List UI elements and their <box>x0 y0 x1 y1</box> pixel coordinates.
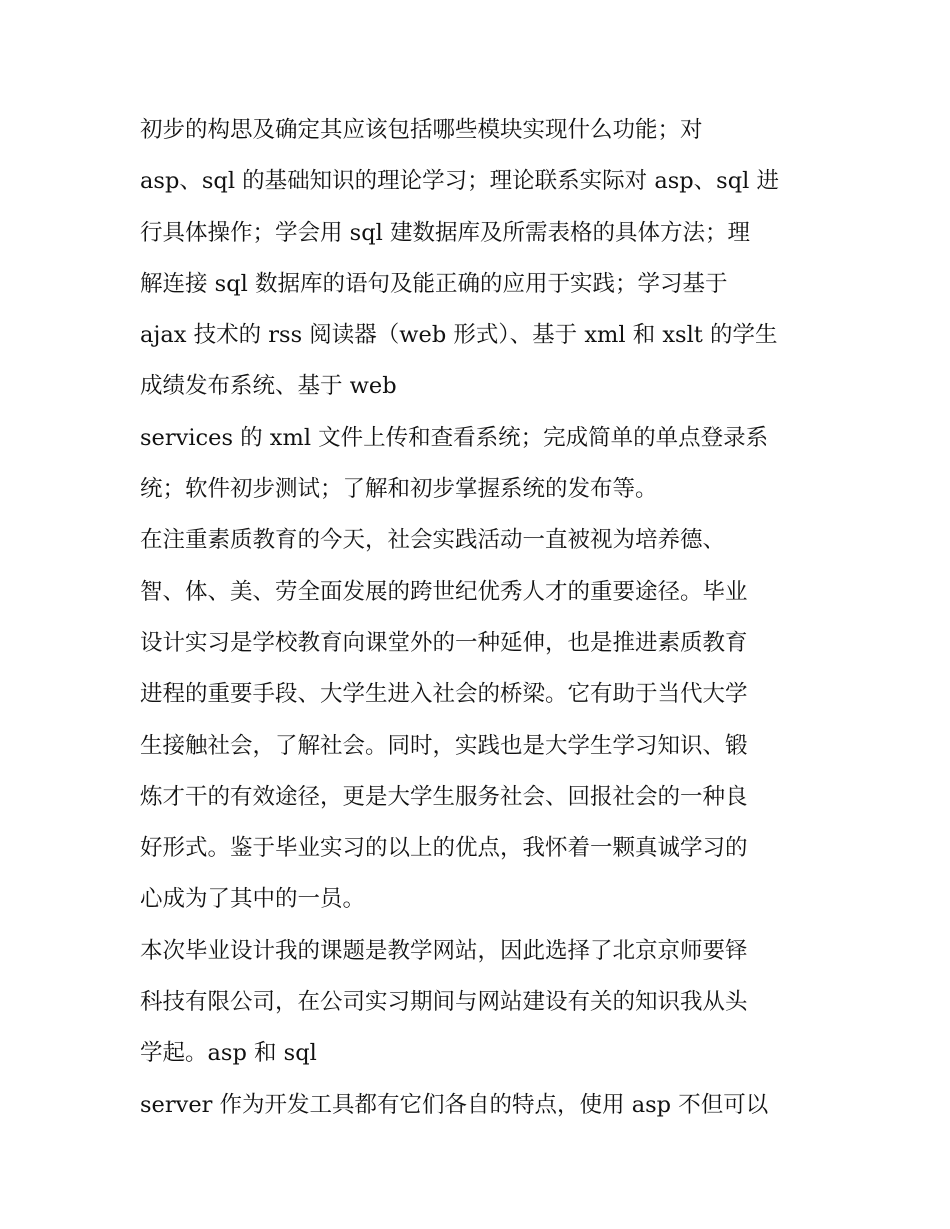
text-line: 学起。asp 和 sql <box>140 1040 317 1067</box>
text-line: 心成为了其中的一员。 <box>140 886 366 913</box>
text-line: 进程的重要手段、大学生进入社会的桥梁。它有助于当代大学 <box>140 681 748 708</box>
text-line: 初步的构思及确定其应该包括哪些模块实现什么功能；对 <box>140 117 703 143</box>
text-line: asp、sql 的基础知识的理论学习；理论联系实际对 asp、sql 进 <box>140 168 779 195</box>
text-line: 统；软件初步测试；了解和初步掌握系统的发布等。 <box>140 476 658 503</box>
text-line: services 的 xml 文件上传和查看系统；完成简单的单点登录系 <box>140 424 769 451</box>
text-line: 生接触社会，了解社会。同时，实践也是大学生学习知识、锻 <box>140 732 748 759</box>
text-line: 炼才干的有效途径，更是大学生服务社会、回报社会的一种良 <box>140 783 748 810</box>
text-line: 成绩发布系统、基于 web <box>140 373 397 400</box>
text-line: server 作为开发工具都有它们各自的特点，使用 asp 不但可以 <box>140 1091 769 1118</box>
text-line: 在注重素质教育的今天，社会实践活动一直被视为培养德、 <box>140 527 726 554</box>
body-text <box>140 105 830 1131</box>
text-line: 解连接 sql 数据库的语句及能正确的应用于实践；学习基于 <box>140 270 728 297</box>
text-line: 本次毕业设计我的课题是教学网站，因此选择了北京京师要铎 <box>140 937 748 964</box>
text-line: 科技有限公司，在公司实习期间与网站建设有关的知识我从头 <box>140 989 748 1016</box>
text-line: 行具体操作；学会用 sql 建数据库及所需表格的具体方法；理 <box>140 219 750 246</box>
text-line: ajax 技术的 rss 阅读器（web 形式）、基于 xml 和 xslt 的学生 <box>140 322 778 349</box>
text-line: 智、体、美、劳全面发展的跨世纪优秀人才的重要途径。毕业 <box>140 578 748 605</box>
text-line: 设计实习是学校教育向课堂外的一种延伸，也是推进素质教育 <box>140 629 748 656</box>
text-line: 好形式。鉴于毕业实习的以上的优点，我怀着一颗真诚学习的 <box>140 835 748 862</box>
